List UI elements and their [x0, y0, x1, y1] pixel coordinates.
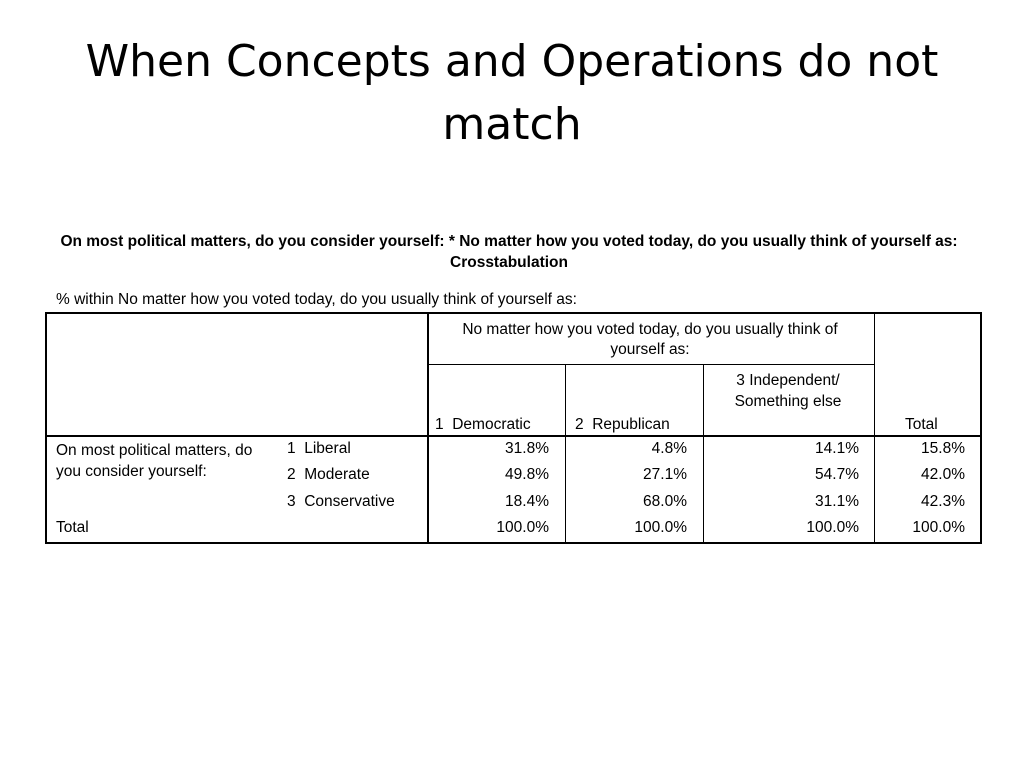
grid-line	[874, 314, 875, 542]
grid-line	[565, 364, 566, 542]
column-header-republican: 2 Republican	[575, 416, 670, 433]
grid-line	[427, 314, 429, 542]
crosstab-subtitle: % within No matter how you voted today, do you usually think of yourself as:	[56, 291, 577, 308]
cell-conservative-democratic: 18.4%	[505, 493, 549, 510]
cell-liberal-democratic: 31.8%	[505, 440, 549, 457]
column-variable-header: No matter how you voted today, do you usually think of yourself as:	[462, 321, 838, 358]
cell-total-republican: 100.0%	[634, 519, 687, 536]
cell-conservative-republican: 68.0%	[643, 493, 687, 510]
column-header-democratic: 1 Democratic	[435, 416, 531, 433]
grid-line	[703, 364, 704, 542]
row-variable-label: On most political matters, do you consider yourself:	[56, 442, 253, 480]
cell-liberal-independent: 14.1%	[815, 440, 859, 457]
cell-liberal-total: 15.8%	[921, 440, 965, 457]
row-label-moderate: 2 Moderate	[287, 466, 370, 483]
column-header-total: Total	[905, 416, 938, 433]
crosstab-title: On most political matters, do you consider yourself: * No matter how you voted today, do you usually think of yourself as: Crosstabulation	[60, 233, 958, 271]
cell-moderate-republican: 27.1%	[643, 466, 687, 483]
grid-line	[47, 435, 980, 437]
row-label-conservative: 3 Conservative	[287, 493, 395, 510]
column-header-independent: 3 Independent/ Something else	[734, 372, 842, 410]
cell-total-democratic: 100.0%	[496, 519, 549, 536]
slide-title: When Concepts and Operations do not match	[85, 36, 939, 150]
cell-total-independent: 100.0%	[806, 519, 859, 536]
cell-total-total: 100.0%	[912, 519, 965, 536]
crosstab-table	[45, 312, 982, 544]
grid-line	[427, 364, 874, 365]
cell-moderate-total: 42.0%	[921, 466, 965, 483]
cell-conservative-total: 42.3%	[921, 493, 965, 510]
cell-moderate-independent: 54.7%	[815, 466, 859, 483]
row-label-liberal: 1 Liberal	[287, 440, 351, 457]
cell-moderate-democratic: 49.8%	[505, 466, 549, 483]
cell-liberal-republican: 4.8%	[651, 440, 687, 457]
cell-conservative-independent: 31.1%	[815, 493, 859, 510]
total-row-label: Total	[56, 519, 89, 536]
